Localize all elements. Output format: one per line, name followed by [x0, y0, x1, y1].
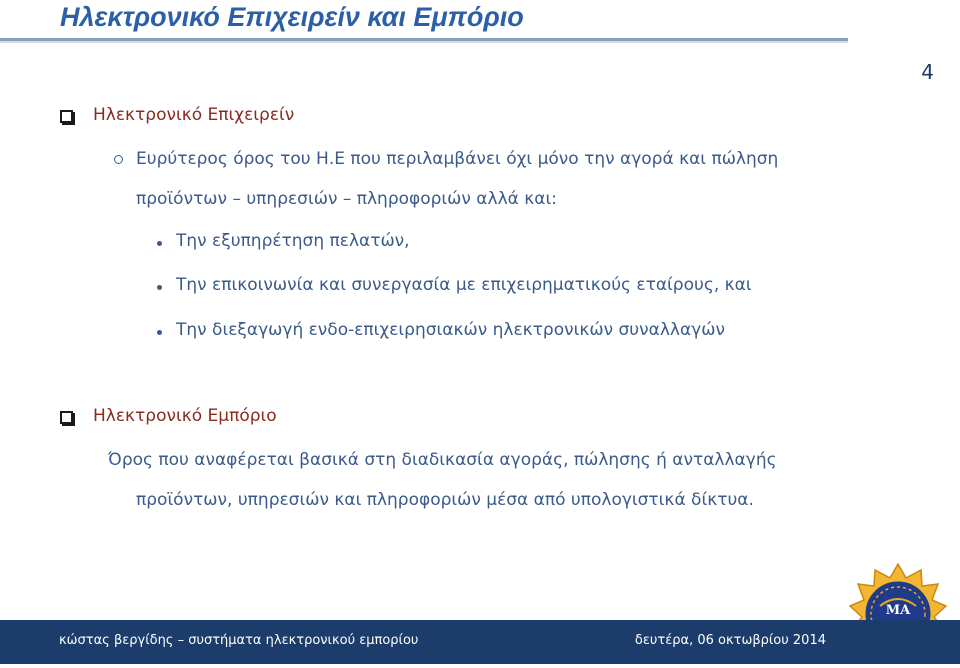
- ebusiness-description-line2: προϊόντων – υπηρεσιών – πληροφοριών αλλά και:: [136, 189, 557, 209]
- footer-date: δευτέρα, 06 οκτωβρίου 2014: [634, 633, 826, 648]
- footer-bar: [0, 620, 960, 664]
- title-divider-shadow: [0, 41, 848, 43]
- slide-title: Ηλεκτρονικό Επιχειρείν και Εμπόριο: [60, 2, 524, 32]
- ecommerce-definition-line1: Όρος που αναφέρεται βασικά στη διαδικασία αγοράς, πώλησης ή ανταλλαγής: [108, 450, 777, 470]
- ebusiness-description-line1: Ευρύτερος όρος του Η.Ε που περιλαμβάνει όχι μόνο την αγορά και πώληση: [136, 149, 779, 169]
- checkbox-bullet-icon: [60, 110, 73, 123]
- ecommerce-definition-line2: προϊόντων, υπηρεσιών και πληροφοριών μέσα από υπολογιστικά δίκτυα.: [136, 490, 754, 510]
- footer-author-course: κώστας βεργίδης – συστήματα ηλεκτρονικού εμπορίου: [59, 633, 419, 648]
- circle-bullet-icon: [114, 155, 123, 164]
- page-number: 4: [921, 60, 934, 84]
- bullet-item: Την διεξαγωγή ενδο-επιχειρησιακών ηλεκτρονικών συναλλαγών: [176, 320, 725, 340]
- section-heading-ebusiness: Ηλεκτρονικό Επιχειρείν: [93, 105, 295, 125]
- bullet-item: Την επικοινωνία και συνεργασία με επιχειρηματικούς εταίρους, και: [176, 275, 752, 295]
- bullet-item: Την εξυπηρέτηση πελατών,: [176, 231, 410, 251]
- bullet-dot-icon: [157, 285, 162, 290]
- bullet-dot-icon: [157, 241, 162, 246]
- section-heading-ecommerce: Ηλεκτρονικό Εμπόριο: [93, 406, 277, 426]
- seal-text-top: ΜΑ: [885, 603, 911, 618]
- bullet-dot-icon: [157, 330, 162, 335]
- checkbox-bullet-icon: [60, 411, 73, 424]
